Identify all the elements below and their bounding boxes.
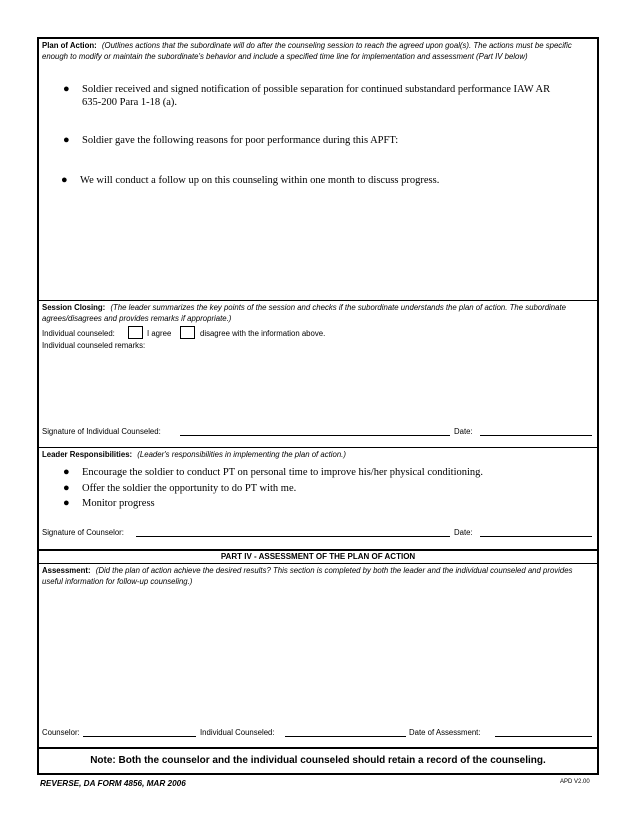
remarks-label: Individual counseled remarks: [42,341,146,350]
date-of-assessment-label: Date of Assessment: [409,728,481,737]
form-id: REVERSE, DA FORM 4856, MAR 2006 [40,779,186,788]
leader-responsibilities-label: Leader Responsibilities: [42,450,133,459]
leader-responsibilities-section: Leader Responsibilities: (Leader's responsibilities in implementing the plan of action.) ● Encourage the soldier to conduct PT on personal time to improve his/her physical conditioning. ● Offer the soldier the opportunity to do PT with me. ● Monitor progress Signature of Counselor: Date: [39,448,597,461]
date-field[interactable] [480,536,592,537]
individual-counseled-label: Individual Counseled: [200,728,275,737]
divider [39,549,597,551]
session-closing-label: Session Closing: [42,303,106,312]
date-label: Date: [454,427,473,436]
signature-individual-label: Signature of Individual Counseled: [42,427,161,436]
date-field[interactable] [480,435,592,436]
plan-of-action-label: Plan of Action: [42,41,97,50]
part-iv-title: PART IV - ASSESSMENT OF THE PLAN OF ACTION [220,552,416,561]
bullet-icon: ● [63,466,70,478]
disagree-checkbox[interactable] [180,326,195,339]
form-version: APD V2.00 [560,779,590,785]
assessment-description: (Did the plan of action achieve the desired results? This section is completed by both the leader and the individual counseled and provides useful information for follow-up counseling.) [42,566,573,586]
session-closing-section [39,301,597,436]
signature-counselor-label: Signature of Counselor: [42,528,124,537]
plan-of-action-description: (Outlines actions that the subordinate will do after the counseling session to reach the agreed upon goal(s). The actions must be specific enough to modify or maintain the subordinate's behavior and include a specified time line for implementation and assessment (Part IV below) [42,41,572,61]
bullet-icon: ● [61,174,68,186]
bullet-icon: ● [63,134,70,146]
date-label: Date: [454,528,473,537]
plan-of-action-header [39,39,597,62]
leader-responsibilities-description: (Leader's responsibilities in implementing the plan of action.) [137,450,346,459]
individual-counseled-field[interactable] [285,736,406,737]
assessment-label: Assessment: [42,566,91,575]
agree-label: I agree [147,329,172,338]
leader-responsibilities-header [39,448,597,461]
date-of-assessment-field[interactable] [495,736,592,737]
disagree-label: disagree with the information above. [200,329,326,338]
agree-checkbox[interactable] [128,326,143,339]
counselor-label: Counselor: [42,728,80,737]
session-closing-header [39,301,597,324]
assessment-header [39,564,597,587]
counseling-form [37,37,599,775]
bullet-icon: ● [63,482,70,494]
bullet-icon: ● [63,83,70,95]
retain-record-note: Note: Both the counselor and the individual counseled should retain a record of the counseling. [90,755,546,766]
signature-counselor-field[interactable] [136,536,450,537]
session-closing-description: (The leader summarizes the key points of the session and checks if the subordinate understands the plan of action. The subordinate agrees/disagrees and provides remarks if appropriate.) [42,303,566,323]
individual-counseled-label: Individual counseled: [42,329,115,338]
plan-of-action-section: Plan of Action: (Outlines actions that the subordinate will do after the counseling session to reach the agreed upon goal(s). The actions must be specific enough to modify or maintain the subordinate's behavior and include a specified time line for implementation and assessment (Part IV below) ● Soldier received and signed notification of possible separation for continued substandard performance IAW AR 635-200 Para 1-18 (a). ● Soldier gave the following reasons for poor performance during this APFT: ● We will conduct a follow up on this counseling within one month to discuss progress. [39,39,597,62]
bullet-icon: ● [63,497,70,509]
divider [39,747,597,749]
counselor-field[interactable] [83,736,196,737]
assessment-section [39,564,597,737]
signature-individual-field[interactable] [180,435,450,436]
